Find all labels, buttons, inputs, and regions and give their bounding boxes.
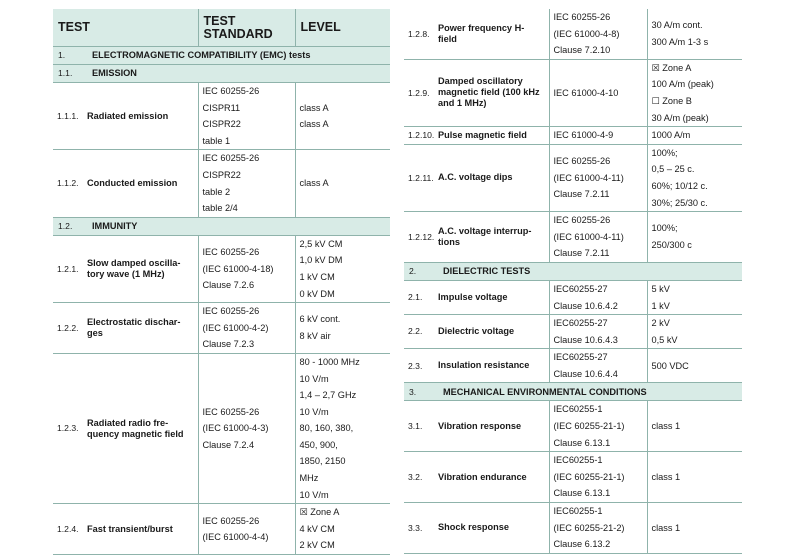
level-line: 10 V/m bbox=[299, 406, 329, 417]
level-cell bbox=[647, 127, 742, 145]
standard-line: (IEC 61000-4-3) bbox=[202, 423, 269, 434]
standard-line: IEC 60255-26 bbox=[553, 156, 611, 167]
test-number: 1.2.8. bbox=[408, 28, 430, 39]
section-number: 1.2. bbox=[58, 221, 73, 231]
level-cell bbox=[295, 303, 390, 354]
test-cell bbox=[404, 503, 549, 554]
test-number: 1.2.3. bbox=[57, 423, 79, 434]
standard-line: Clause 10.6.4.4 bbox=[553, 368, 618, 379]
standard-line: (IEC 61000-4-11) bbox=[553, 231, 624, 242]
test-cell bbox=[404, 349, 549, 383]
test-number: 1.2.4. bbox=[57, 523, 79, 534]
test-name: Impulse voltage bbox=[438, 292, 508, 302]
level-cell bbox=[647, 349, 742, 383]
test-number: 2.3. bbox=[408, 360, 423, 371]
standard-cell bbox=[198, 150, 295, 217]
level-line: 100 A/m (peak) bbox=[651, 79, 714, 90]
table-header bbox=[53, 9, 390, 47]
standard-line: IEC 60255-26 bbox=[202, 247, 260, 258]
standard-line: table 1 bbox=[202, 135, 231, 146]
test-number: 3.3. bbox=[408, 522, 423, 533]
test-number: 1.1.2. bbox=[57, 178, 79, 189]
left-test-table bbox=[53, 9, 390, 555]
level-line: class 1 bbox=[651, 421, 681, 432]
level-line: 1,0 kV DM bbox=[299, 255, 343, 266]
test-number: 1.2.11. bbox=[408, 172, 434, 183]
standard-cell bbox=[549, 144, 647, 211]
standard-line: IEC60255-27 bbox=[553, 352, 608, 363]
standard-line: IEC60255-1 bbox=[553, 404, 603, 415]
standard-line: (IEC 61000-4-11) bbox=[553, 172, 624, 183]
test-cell bbox=[53, 235, 198, 302]
standard-cell bbox=[198, 353, 295, 503]
test-number: 2.1. bbox=[408, 292, 423, 303]
level-line: ☒ Zone A bbox=[651, 62, 692, 73]
level-line: 5 kV bbox=[651, 283, 670, 294]
header-level: LEVEL bbox=[295, 9, 390, 47]
table-row bbox=[53, 353, 390, 503]
standard-line: table 2/4 bbox=[202, 203, 238, 214]
standard-line: (IEC 60255-21-1) bbox=[553, 421, 625, 432]
level-line: 30%; 25/30 c. bbox=[651, 197, 708, 208]
level-line: 10 V/m bbox=[299, 489, 329, 500]
test-name: Power frequency H- field bbox=[438, 22, 525, 44]
right-test-table bbox=[404, 9, 742, 554]
standard-line: table 2 bbox=[202, 186, 231, 197]
section-number: 2. bbox=[409, 266, 417, 277]
section-title: IMMUNITY bbox=[92, 221, 138, 231]
level-line: 1 kV CM bbox=[299, 271, 335, 282]
level-line: 6 kV cont. bbox=[299, 314, 341, 325]
level-cell bbox=[647, 503, 742, 554]
section-row bbox=[404, 383, 742, 401]
table-row bbox=[404, 452, 742, 503]
level-line: 0,5 – 25 c. bbox=[651, 164, 695, 175]
test-name: Fast transient/burst bbox=[87, 523, 173, 534]
test-number: 2.2. bbox=[408, 326, 423, 337]
level-line: 80 - 1000 MHz bbox=[299, 356, 360, 367]
standard-line: CISPR22 bbox=[202, 169, 241, 180]
test-name: Dielectric voltage bbox=[438, 326, 515, 337]
test-name: Insulation resistance bbox=[438, 360, 530, 371]
level-line: 4 kV CM bbox=[299, 523, 335, 534]
level-cell bbox=[295, 83, 390, 150]
level-line: ☐ Zone B bbox=[651, 95, 692, 106]
section-number: 1.1. bbox=[58, 68, 73, 79]
test-number: 1.2.2. bbox=[57, 322, 79, 333]
standard-cell bbox=[198, 504, 295, 555]
level-line: 1,4 – 2,7 GHz bbox=[299, 390, 357, 401]
level-cell bbox=[295, 504, 390, 555]
table-row bbox=[404, 212, 742, 263]
test-name: Slow damped oscilla-tory wave (1 MHz) bbox=[87, 257, 181, 279]
level-line: 10 V/m bbox=[299, 373, 329, 384]
standard-cell bbox=[549, 127, 647, 145]
level-line: class A bbox=[299, 178, 329, 189]
standard-line: IEC 60255-26 bbox=[553, 12, 611, 22]
test-name: Pulse magnetic field bbox=[438, 129, 527, 140]
standard-line: IEC60255-1 bbox=[553, 506, 603, 517]
level-cell bbox=[647, 401, 742, 452]
standard-line: IEC 60255-26 bbox=[202, 406, 260, 417]
standard-line: IEC60255-27 bbox=[553, 283, 608, 294]
standard-line: IEC 60255-26 bbox=[202, 153, 260, 164]
level-line: ☒ Zone A bbox=[299, 507, 340, 518]
level-line: class 1 bbox=[651, 522, 681, 533]
standard-cell bbox=[549, 452, 647, 503]
test-cell bbox=[404, 452, 549, 503]
test-name: A.C. voltage dips bbox=[438, 172, 513, 183]
level-cell bbox=[295, 235, 390, 302]
table-row bbox=[404, 144, 742, 211]
standard-line: IEC 60255-26 bbox=[202, 306, 260, 317]
standard-line: (IEC 61000-4-18) bbox=[202, 263, 274, 274]
standard-cell bbox=[549, 503, 647, 554]
level-line: 100%; bbox=[651, 147, 678, 158]
standard-line: IEC 60255-26 bbox=[202, 515, 260, 526]
standard-line: (IEC 60255-21-1) bbox=[553, 471, 625, 482]
standard-line: Clause 6.13.1 bbox=[553, 437, 611, 448]
level-line: 2,5 kV CM bbox=[299, 238, 343, 249]
section-title: DIELECTRIC TESTS bbox=[443, 266, 531, 277]
test-cell bbox=[404, 144, 549, 211]
test-name: Vibration endurance bbox=[438, 471, 527, 482]
test-name: Conducted emission bbox=[87, 178, 178, 189]
standard-line: Clause 10.6.4.2 bbox=[553, 300, 618, 311]
level-line: 250/300 c bbox=[651, 240, 692, 251]
test-number: 3.1. bbox=[408, 421, 423, 432]
table-row bbox=[404, 59, 742, 126]
level-line: class A bbox=[299, 119, 329, 130]
section-title: EMISSION bbox=[92, 68, 137, 79]
standard-cell bbox=[549, 280, 647, 314]
level-line: 1 kV bbox=[651, 300, 670, 311]
standard-line: Clause 7.2.3 bbox=[202, 339, 255, 350]
standard-line: Clause 6.13.2 bbox=[553, 539, 611, 550]
level-cell bbox=[647, 212, 742, 263]
dielectric-rows bbox=[404, 280, 742, 383]
standard-line: CISPR22 bbox=[202, 119, 241, 130]
test-number: 1.1.1. bbox=[57, 110, 79, 121]
test-cell bbox=[53, 83, 198, 150]
section-row bbox=[404, 262, 742, 280]
table-row bbox=[404, 127, 742, 145]
level-line: 0 kV DM bbox=[299, 288, 335, 299]
immunity-rows bbox=[53, 235, 390, 554]
section-number: 1. bbox=[58, 50, 66, 61]
table-row bbox=[53, 235, 390, 302]
test-number: 3.2. bbox=[408, 471, 423, 482]
standard-line: (IEC 61000-4-4) bbox=[202, 532, 269, 543]
section-row bbox=[53, 47, 390, 65]
level-line: 60%; 10/12 c. bbox=[651, 180, 708, 191]
level-line: 1000 A/m bbox=[651, 130, 691, 141]
level-cell bbox=[647, 9, 742, 59]
test-cell bbox=[404, 212, 549, 263]
test-name: Electrostatic dischar-ges bbox=[87, 317, 181, 339]
table-row bbox=[404, 349, 742, 383]
test-cell bbox=[404, 315, 549, 349]
standard-cell bbox=[549, 9, 647, 59]
level-line: 500 VDC bbox=[651, 360, 689, 371]
table-row bbox=[53, 83, 390, 150]
standard-line: Clause 7.2.4 bbox=[202, 439, 255, 450]
level-cell bbox=[295, 150, 390, 217]
section-title: ELECTROMAGNETIC COMPATIBILITY (EMC) tests bbox=[92, 50, 311, 61]
standard-cell bbox=[198, 235, 295, 302]
standard-line: Clause 7.2.10 bbox=[553, 45, 611, 56]
level-line: 80, 160, 380, bbox=[299, 423, 354, 434]
standard-line: (IEC 60255-21-2) bbox=[553, 522, 625, 533]
emission-rows bbox=[53, 83, 390, 218]
test-number: 1.2.9. bbox=[408, 87, 430, 98]
level-cell bbox=[647, 315, 742, 349]
test-name: Radiated emission bbox=[87, 110, 169, 121]
test-number: 1.2.12. bbox=[408, 231, 435, 242]
standard-line: Clause 7.2.6 bbox=[202, 280, 255, 291]
standard-line: Clause 6.13.1 bbox=[553, 488, 611, 499]
standard-cell bbox=[198, 303, 295, 354]
test-name: Shock response bbox=[438, 522, 509, 533]
table-row bbox=[404, 9, 742, 59]
standard-line: Clause 10.6.4.3 bbox=[553, 334, 618, 345]
level-line: 8 kV air bbox=[299, 331, 331, 342]
test-cell bbox=[404, 401, 549, 452]
standard-line: IEC 60255-26 bbox=[553, 215, 611, 226]
level-cell bbox=[647, 144, 742, 211]
test-cell bbox=[404, 127, 549, 145]
table-row bbox=[53, 150, 390, 217]
standard-line: Clause 7.2.11 bbox=[553, 248, 610, 259]
level-line: 450, 900, bbox=[299, 439, 338, 450]
table-row bbox=[53, 504, 390, 555]
test-cell bbox=[404, 59, 549, 126]
standard-cell bbox=[549, 59, 647, 126]
level-line: class 1 bbox=[651, 471, 681, 482]
table-row bbox=[404, 401, 742, 452]
test-cell bbox=[53, 150, 198, 217]
test-name: A.C. voltage interrup-tions bbox=[438, 226, 532, 248]
standard-line: IEC60255-1 bbox=[553, 455, 603, 466]
test-cell bbox=[53, 303, 198, 354]
standard-line: Clause 7.2.11 bbox=[553, 189, 610, 200]
table-row bbox=[404, 280, 742, 314]
level-line: MHz bbox=[299, 473, 319, 484]
level-line: class A bbox=[299, 102, 329, 113]
immunity-rows-cont bbox=[404, 9, 742, 262]
standard-line: IEC 61000-4-10 bbox=[553, 87, 619, 98]
level-line: 2 kV bbox=[651, 318, 670, 329]
standard-line: IEC60255-27 bbox=[553, 318, 608, 329]
test-cell bbox=[53, 353, 198, 503]
test-name: Vibration response bbox=[438, 420, 522, 431]
test-number: 1.2.1. bbox=[57, 263, 79, 274]
level-line: 300 A/m 1-3 s bbox=[651, 36, 709, 47]
section-number: 3. bbox=[409, 386, 417, 397]
standard-cell bbox=[549, 401, 647, 452]
standard-cell bbox=[549, 349, 647, 383]
header-test: TEST bbox=[53, 9, 198, 47]
mechanical-rows bbox=[404, 401, 742, 553]
section-row bbox=[53, 217, 390, 235]
standard-line: IEC 60255-26 bbox=[202, 86, 260, 96]
level-cell bbox=[647, 452, 742, 503]
standard-line: CISPR11 bbox=[202, 102, 241, 113]
test-cell bbox=[53, 504, 198, 555]
level-cell bbox=[647, 59, 742, 126]
level-cell bbox=[295, 353, 390, 503]
standard-line: (IEC 61000-4-2) bbox=[202, 322, 269, 333]
test-name: Damped oscillatory magnetic field (100 kHz and 1 MHz) bbox=[438, 76, 540, 109]
level-line: 1850, 2150 bbox=[299, 456, 346, 467]
table-row bbox=[404, 315, 742, 349]
standard-cell bbox=[198, 83, 295, 150]
level-cell bbox=[647, 280, 742, 314]
standard-cell bbox=[549, 315, 647, 349]
level-line: 30 A/m (peak) bbox=[651, 112, 709, 123]
standard-line: IEC 61000-4-9 bbox=[553, 130, 614, 141]
level-line: 2 kV CM bbox=[299, 540, 335, 551]
standard-cell bbox=[549, 212, 647, 263]
level-line: 100%; bbox=[651, 223, 678, 234]
level-line bbox=[300, 133, 387, 150]
test-cell bbox=[404, 280, 549, 314]
header-standard: TEST STANDARD bbox=[198, 9, 295, 47]
standard-line: (IEC 61000-4-8) bbox=[553, 28, 620, 39]
level-line bbox=[300, 83, 387, 100]
level-line: 30 A/m cont. bbox=[651, 20, 703, 31]
level-line: 0,5 kV bbox=[651, 334, 678, 345]
section-row bbox=[53, 65, 390, 83]
test-cell bbox=[404, 9, 549, 59]
test-name: Radiated radio fre-quency magnetic field bbox=[87, 417, 184, 439]
table-row bbox=[53, 303, 390, 354]
table-row bbox=[404, 503, 742, 554]
section-title: MECHANICAL ENVIRONMENTAL CONDITIONS bbox=[443, 386, 647, 397]
test-number: 1.2.10. bbox=[408, 130, 435, 141]
